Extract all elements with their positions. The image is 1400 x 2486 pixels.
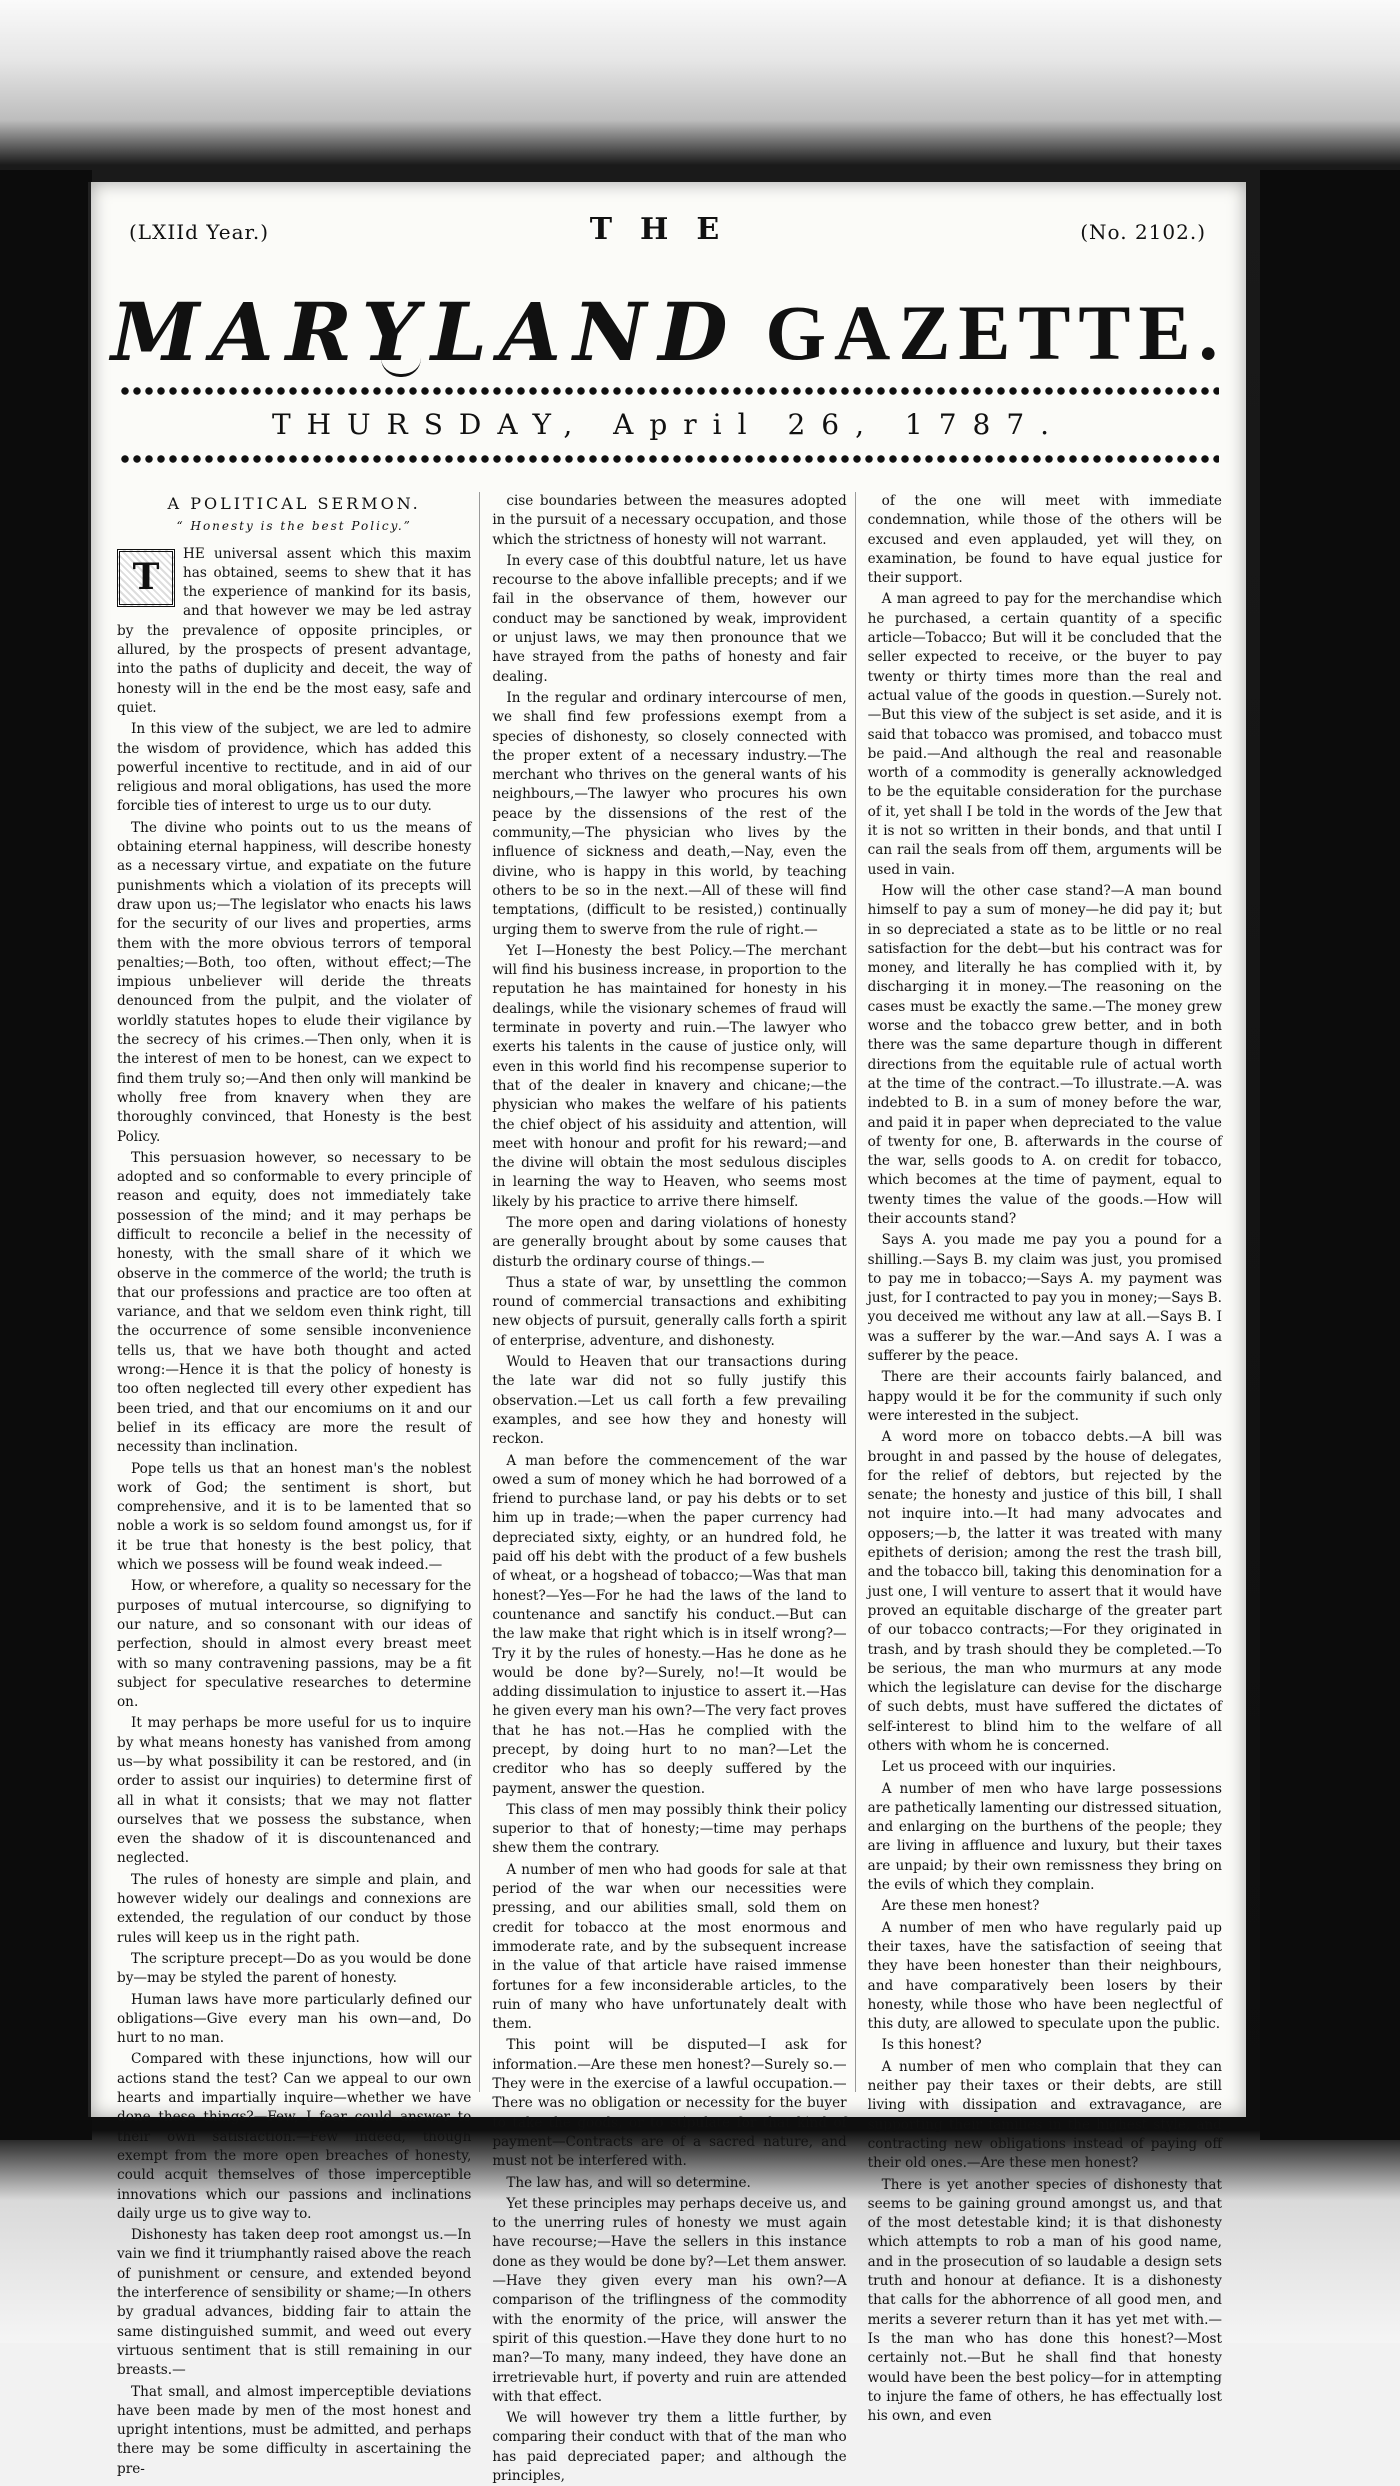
column-2 <box>492 492 855 2484</box>
paragraph: In this view of the subject, we are led to admire the wisdom of providence, which has added this powerful incentive to rectitude, and in aid of our religious and moral obligations, has used the more forcible ties of interest to urge us to our duty. <box>117 721 472 815</box>
title-gazette: GAZETTE. <box>765 289 1226 376</box>
paragraph: It may perhaps be more useful for us to inquire by what means honesty has vanished from among us—by what possibility it can be restored, and (in order to assist our inquiries) to determine first of all in what it consists; that we may not flatter ourselves that we possess the substance, when even the shadow of it is discountenanced and neglected. <box>117 1715 472 1867</box>
ornament-rule-bottom <box>119 450 1219 468</box>
title-maryland: MARYLAND <box>111 285 740 379</box>
paragraph: Says A. you made me pay you a pound for a shilling.—Says B. my claim was just, you promised to pay me in tobacco;—Says A. my payment was just, for I contracted to pay you in money;—Says B. you deceived me without any law at all.—Says B. I was a sufferer by the war.—And says A. I was a sufferer by the peace. <box>867 1232 1222 1365</box>
paragraph: of the one will meet with immediate condemnation, while those of the others will be excused and even applauded, yet will they, on examination, be found to have equal justice for their support. <box>867 493 1222 587</box>
paragraph: Yet these principles may perhaps deceive us, and to the unerring rules of honesty we must again have recourse;—Have the sellers in this instance done as they would be done by?—Let them answer.—Have they given every man his own?—A comparison of the triflingness of the commodity with the enormity of the price, will answer the spirit of this question.—Have they done hurt to no man?—To many, many indeed, they have done an irretrievable hurt, if poverty and ruin are attended with that effect. <box>492 2195 847 2405</box>
paragraph: A number of men who complain that they can neither pay their taxes or their debts, are still living with dissipation and extravagance, are supporting their families in the highest style, and contracting new obligations instead of paying off their old ones.—Are these men honest? <box>867 2058 1222 2172</box>
year-label: (LXIId Year.) <box>129 220 270 244</box>
article-columns <box>117 492 1222 2484</box>
paragraph: A man before the commencement of the war owed a sum of money which he had borrowed of a friend to purchase land, or pay his debts or to set him up in trade;—when the paper currency had depreciated sixty, eighty, or an hundred fold, he paid off his debt with the product of a few bushels of wheat, or a hogshead of tobacco;—Was that man honest?—Yes—For he had the laws of the land to countenance and sanctify his conduct.—But can the law make that right which is in itself wrong?—Try it by the rules of honesty.—Has he done as he would be done by?—Surely, no!—It would be adding dissimulation to injustice to assert it.—Has he given every man his own?—The very fact proves that he has not.—Has he complied with the precept, by doing hurt to no man?—Let the creditor who has so deeply suffered by the payment, answer the question. <box>492 1452 847 1797</box>
paragraph: In every case of this doubtful nature, let us have recourse to the above infallible precepts; and if we fail in the observance of them, however our conduct may be sanctioned by weak, improvident or unjust laws, we may then pronounce that we have strayed from the paths of honesty and fair dealing. <box>492 552 847 685</box>
paragraph: How will the other case stand?—A man bound himself to pay a sum of money—he did pay it; but in so depreciated a state as to be little or no real satisfaction for the debt—but his contract was for money, and literally he has complied with it, by discharging it in money.—The reasoning on the cases must be exactly the same.—The money grew worse and the tobacco grew better, and in both there was the same departure though in different directions from the equitable rule of actual worth at the time of the contract.—To illustrate.—A. was indebted to B. in a sum of money before the war, and paid it in paper when depreciated to the value of twenty for one, B. afterwards in the course of the war, sells goods to A. on credit for tobacco, which becomes at the time of payment, equal to twenty times the value of the goods.—How will their accounts stand? <box>867 882 1222 1227</box>
paragraph: Pope tells us that an honest man's the noblest work of God; the sentiment is short, but comprehensive, and it is to be lamented that so noble a work is so seldom found amongst us, for if it be true that honesty is the best policy, that which we possess will be found weak indeed.— <box>117 1460 472 1574</box>
paragraph: This point will be disputed—I ask for information.—Are these men honest?—Surely so.—They were in the exercise of a lawful occupation.—There was no obligation or necessity for the buyer to take the goods, or to stipulate for that kind of payment—Contracts are of a sacred nature, and must not be interfered with. <box>492 2037 847 2170</box>
article-title: A POLITICAL SERMON. <box>167 494 421 513</box>
paragraph: This persuasion however, so necessary to be adopted and so conformable to every principle of reason and equity, does not immediately take possession of the mind; and it may perhaps be difficult to reconcile a belief in the necessity of honesty, with the small share of it which we observe in the commerce of the world; the truth is that our professions and practice are too often at variance, and that we seldom even think right, till the occurrence of some sensible inconvenience tells us, that we have both thought and acted wrong:—Hence it is that the policy of honesty is too often neglected till every other expedient has been tried, and that our encomiums on it and our belief in its efficacy are more the result of necessity than inclination. <box>117 1149 472 1456</box>
paragraph: Thus a state of war, by unsettling the common round of commercial transactions and exhibiting new objects of pursuit, generally calls forth a spirit of enterprise, adventure, and dishonesty. <box>492 1274 847 1349</box>
paragraph: The divine who points out to us the means of obtaining eternal happiness, will describe honesty as a necessary virtue, and expatiate on the future punishments which a violation of its precepts will draw upon us;—The legislator who enacts his laws for the security of our lives and properties, arms them with the more obvious terrors of temporal penalties;—Both, too often, without effect;—The impious unbeliever will deride the threats denounced from the pulpit, and the violater of worldly statutes hopes to elude their vigilance by the secrecy of his crimes.—Then only, when it is the interest of men to be honest, can we expect to find them truly so;—And then only will mankind be wholly free from knavery when they are thoroughly convinced, that Honesty is the best Policy. <box>117 819 472 1145</box>
paragraph: There are their accounts fairly balanced, and happy would it be for the community if such only were interested in the subject. <box>867 1369 1222 1424</box>
paragraph: How, or wherefore, a quality so necessary for the purposes of mutual intercourse, so dignifying to our nature, and so consonant with our ideas of perfection, should in almost every breast meet with so many contravening passions, may be a fit subject for speculative researches to determine on. <box>117 1578 472 1711</box>
paragraph: The more open and daring violations of honesty are generally brought about by some causes that disturb the ordinary course of things.— <box>492 1214 847 1270</box>
issue-number: (No. 2102.) <box>1080 220 1206 244</box>
paragraph: That small, and almost imperceptible deviations have been made by men of the most honest and upright intentions, must be admitted, and perhaps there may be some difficulty in ascertaining the pre- <box>117 2383 472 2477</box>
paragraph: This class of men may possibly think their policy superior to that of honesty;—time may perhaps shew them the contrary. <box>492 1801 847 1857</box>
paragraph: Are these men honest? <box>881 1898 1040 1915</box>
column-1 <box>117 492 480 2477</box>
paragraph: There is yet another species of dishonesty that seems to be gaining ground amongst us, and that of the most detestable kind; it is that dishonesty which attempts to rob a man of his good name, and in the prosecution of so laudable a design sets truth and honour at defiance. It is a dishonesty that calls for the abhorrence of all good men, and merits a severer return than it has yet met with.—Is the man who has done this honest?—Most certainly not.—But he shall find that honesty would have been the best policy—for in attempting to injure the fame of others, he has effectually lost his own, and even <box>867 2176 1222 2425</box>
paragraph: Yet I—Honesty the best Policy.—The merchant will find his business increase, in proportion to the reputation he has maintained for honesty in his dealings, while the visionary schemes of fraud will terminate in poverty and ruin.—The lawyer who exerts his talents in the cause of justice only, will even in this world find his recompense superior to that of the dealer in knavery and chicane;—the physician who makes the welfare of his patients the chief object of his assiduity and attention, will meet with honour and profit for his reward;—and the divine will obtain the most sedulous disciples in learning the way to Heaven, who seems most likely by his practice to arrive there himself. <box>492 942 847 1210</box>
dateline: THURSDAY, April 26, 1787. <box>271 408 1066 441</box>
paragraph: HE universal assent which this maxim has obtained, seems to shew that it has the experience of mankind for its basis, and that however we may be led astray by the prevalence of opposite principles, or allured, by the prospects of present advantage, into the paths of duplicity and deceit, the way of honesty will in the end be the most easy, safe and quiet. <box>117 545 472 716</box>
newspaper-page <box>88 182 1246 2484</box>
paragraph: Compared with these injunctions, how will our actions stand the test? Can we appeal to our own hearts and impartially inquire—whether we have done these things?—Few, I fear could answer to their own satisfaction.—Few indeed, though exempt from the more open breaches of honesty, could acquit themselves of those imperceptible innovations which our passions and inclinations daily urge us to give way to. <box>117 2051 472 2222</box>
ornament-rule-top <box>119 382 1219 400</box>
paragraph: Human laws have more particularly defined our obligations—Give every man his own—and, Do hurt to no man. <box>117 1991 472 2047</box>
paragraph: A number of men who had goods for sale at that period of the war when our necessities were pressing, and our abilities small, sold them on credit for tobacco at the most enormous and immoderate rate, and by the subsequent increase in the value of that article have raised immense fortunes for a few inconsiderable articles, to the ruin of many who have unfortunately dealt with them. <box>492 1861 847 2033</box>
paragraph: Let us proceed with our inquiries. <box>881 1759 1117 1776</box>
paragraph: A word more on tobacco debts.—A bill was brought in and passed by the house of delegates, for the relief of debtors, but rejected by the senate; the honesty and justice of this bill, I shall not inquire into.—It had many advocates and opposers;—b, the latter it was treated with many epithets of derision; among the rest the trash bill, and the tobacco bill, taking this denomination for a just one, I will venture to assert that it would have proved an equitable discharge of the greater part of our tobacco contracts;—For they originated in trash, and by trash should they be completed.—To be serious, the man who murmurs at any mode which the legislature can devise for the discharge of such debts, must have suffered the dictates of self-interest to blind him to the welfare of all others with whom he is concerned. <box>867 1429 1222 1754</box>
paragraph: Dishonesty has taken deep root amongst us.—In vain we find it triumphantly raised above the reach of punishment or censure, and extended beyond the interference of sensibility or shame;—In others by gradual advances, bidding fair to attain the same distinguished summit, and weed out every virtuous sentiment that is still remaining in our breasts.— <box>117 2227 472 2379</box>
paragraph: The scripture precept—Do as you would be done by—may be styled the parent of honesty. <box>117 1950 472 1987</box>
paragraph: In the regular and ordinary intercourse of men, we shall find few professions exempt from a species of dishonesty, so closely connected with the proper extent of a necessary industry.—The merchant who thrives on the general wants of his neighbours,—The lawyer who procures his own peace by the dissensions of the rest of the community,—The physician who lives by the influence of sickness and death,—Nay, even the divine, who is happy in this world, by teaching others to be so in the next.—All of these will find temptations, (difficult to be resisted,) continually urging them to swerve from the rule of right.— <box>492 689 847 938</box>
scanner-left-shadow <box>0 170 92 2140</box>
masthead <box>91 182 1246 482</box>
newspaper-title <box>111 262 1226 379</box>
column-3 <box>867 492 1222 2425</box>
paragraph: The rules of honesty are simple and plain, and however widely our dealings and connexions are extended, the regulation of our conduct by those rules will keep us in the right path. <box>117 1871 472 1946</box>
the-word: THE <box>589 212 748 247</box>
paragraph: A man agreed to pay for the merchandise which he purchased, a certain quantity of a specific article—Tobacco; But will it be concluded that the seller expected to receive, or the buyer to pay twenty or thirty times more than the real and actual value of the goods in question.—Surely not.—But this view of the subject is set aside, and it is said that tobacco was promised, and tobacco must be paid.—And although the real and reasonable worth of a commodity is generally acknowledged to be the equitable consideration for the purchase of it, yet shall I be told in the words of the Jew that it is not so written in their bonds, and that until I can rail the seals from off them, arguments will be used in vain. <box>867 591 1222 878</box>
paragraph: The law has, and will so determine. <box>506 2174 751 2191</box>
paragraph: Is this honest? <box>881 2037 982 2054</box>
paragraph: We will however try them a little further, by comparing their conduct with that of the man who has paid depreciated paper; and although the principles, <box>492 2410 847 2484</box>
scanner-right-shadow <box>1260 170 1400 2140</box>
paragraph: A number of men who have large possessions are pathetically lamenting our distressed situation, and enlarging on the burthens of the people; they are living in affluence and luxury, but their taxes are unpaid; by their own remissness they bring on the evils of which they complain. <box>867 1780 1222 1894</box>
paragraph: Would to Heaven that our transactions during the late war did not so fully justify this observation.—Let us call forth a few prevailing examples, and see how they and honesty will reckon. <box>492 1354 847 1448</box>
paragraph: cise boundaries between the measures adopted in the pursuit of a necessary occupation, and those which the strictness of honesty will not warrant. <box>492 493 847 548</box>
drop-cap: T <box>117 549 175 607</box>
article-subtitle: “ Honesty is the best Policy.” <box>176 519 412 534</box>
paragraph: A number of men who have regularly paid up their taxes, have the satisfaction of seeing that they have been honester than their neighbours, and have comparatively been losers by their honesty, while those who have been neglectful of this duty, are allowed to speculate upon the public. <box>867 1919 1222 2033</box>
